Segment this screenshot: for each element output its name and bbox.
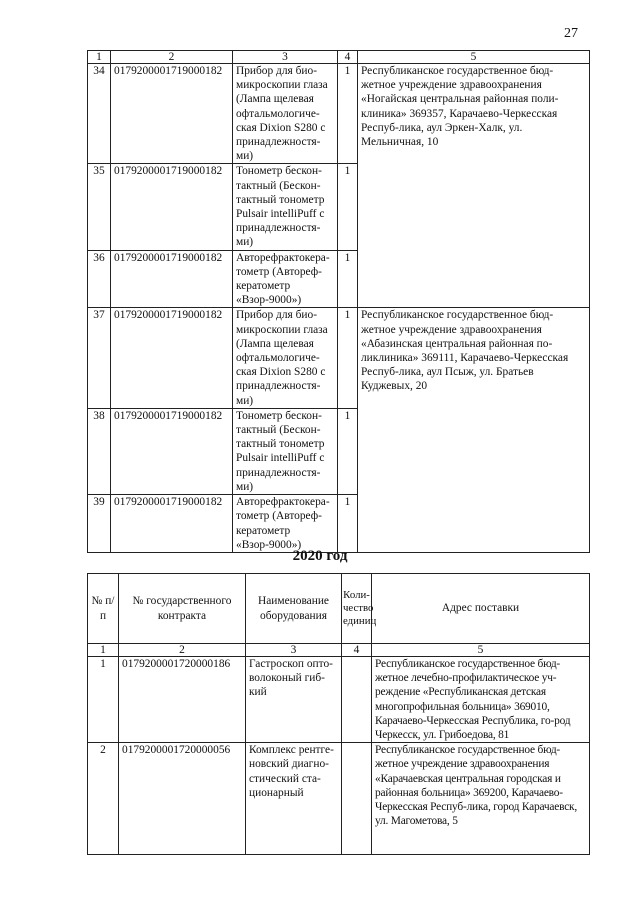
table-row: [88, 308, 590, 408]
header-num: № п/п: [88, 574, 119, 644]
equipment-name: Комплекс рентге-новский диагно-стический ста-ционарный: [246, 743, 342, 855]
contract-number: 0179200001719000182: [111, 250, 233, 308]
row-number: 37: [88, 308, 111, 408]
row-number: 35: [88, 164, 111, 250]
header-contract: № государственного контракта: [119, 574, 246, 644]
column-number: 3: [233, 51, 338, 64]
table-row: [88, 64, 590, 164]
column-number: 1: [88, 51, 111, 64]
column-number: 5: [358, 51, 590, 64]
column-number: 4: [338, 51, 358, 64]
header-quantity: Коли-чество единиц: [342, 574, 372, 644]
delivery-address: Республиканское государственное бюд-жетное учреждение здравоохранения «Ногайская центральная районная поли-клиника» 369357, Карачаево-Черкесская Респуб-лика, аул Эркен-Халк, ул. Мельничная, 10: [358, 64, 590, 308]
quantity: 1: [338, 250, 358, 308]
year-heading: 2020 год: [292, 548, 348, 564]
contract-number: 0179200001719000182: [111, 164, 233, 250]
equipment-name: Авторефрактокера-тометр (Автореф-кератометр «Взор-9000»): [233, 250, 338, 308]
contract-number: 0179200001720000186: [119, 657, 246, 743]
header-address: Адрес поставки: [372, 574, 590, 644]
row-number: 36: [88, 250, 111, 308]
column-number: 4: [342, 644, 372, 657]
page-number: 27: [564, 26, 578, 41]
column-number-row: [88, 51, 590, 64]
delivery-address: Республиканское государственное бюд-жетное учреждение здравоохранения «Карачаевская центральная городская и районная больница» 369200, Карачаево-Черкесская Респуб-лика, город Карачаевск, ул. Магометова, 5: [372, 743, 590, 855]
equipment-name: Авторефрактокера-тометр (Автореф-кератометр «Взор-9000»): [233, 495, 338, 553]
column-number: 1: [88, 644, 119, 657]
quantity: 1: [338, 164, 358, 250]
contract-number: 0179200001719000182: [111, 64, 233, 164]
contract-number: 0179200001719000182: [111, 308, 233, 408]
equipment-name: Прибор для био-микроскопии глаза (Лампа щелевая офтальмологиче-ская Dixion S280 с принадлежностя-ми): [233, 64, 338, 164]
column-number: 2: [119, 644, 246, 657]
column-number: 5: [372, 644, 590, 657]
quantity: 1: [338, 408, 358, 494]
row-number: 2: [88, 743, 119, 855]
column-number: 3: [246, 644, 342, 657]
contract-number: 0179200001719000182: [111, 495, 233, 553]
header-equipment: Наименование оборудования: [246, 574, 342, 644]
equipment-name: Тонометр бескон-тактный (Бескон-тактный тонометр Pulsair intelliPuff с принадлежностя-ми): [233, 408, 338, 494]
delivery-address: Республиканское государственное бюд-жетное лечебно-профилактическое уч-реждение «Республиканская детская многопрофильная больница» 369010, Карачаево-Черкесская Республика, го-род Черкесск, ул. Грибоедова, 81: [372, 657, 590, 743]
column-number: 2: [111, 51, 233, 64]
quantity: [342, 657, 372, 743]
equipment-name: Гастроскоп опто-волоконый гиб-кий: [246, 657, 342, 743]
row-number: 34: [88, 64, 111, 164]
delivery-address: Республиканское государственное бюд-жетное учреждение здравоохранения «Абазинская центральная районная по-ликлиника» 369111, Карачаево-Черкесская Респуб-лика, аул Псыж, ул. Братьев Куджевых, 20: [358, 308, 590, 552]
equipment-name: Прибор для био-микроскопии глаза (Лампа щелевая офтальмологиче-ская Dixion S280 с принадлежностя-ми): [233, 308, 338, 408]
row-number: 39: [88, 495, 111, 553]
quantity: 1: [338, 308, 358, 408]
contract-number: 0179200001719000182: [111, 408, 233, 494]
quantity: 1: [338, 495, 358, 553]
row-number: 1: [88, 657, 119, 743]
table-row: [88, 743, 590, 855]
row-number: 38: [88, 408, 111, 494]
header-row: [88, 574, 590, 644]
equipment-name: Тонометр бескон-тактный (Бескон-тактный тонометр Pulsair intelliPuff с принадлежностя-ми): [233, 164, 338, 250]
quantity: [342, 743, 372, 855]
equipment-table-2019: [87, 50, 590, 553]
contract-number: 0179200001720000056: [119, 743, 246, 855]
column-number-row: [88, 644, 590, 657]
quantity: 1: [338, 64, 358, 164]
equipment-table-2020: [87, 573, 590, 855]
table-row: [88, 657, 590, 743]
